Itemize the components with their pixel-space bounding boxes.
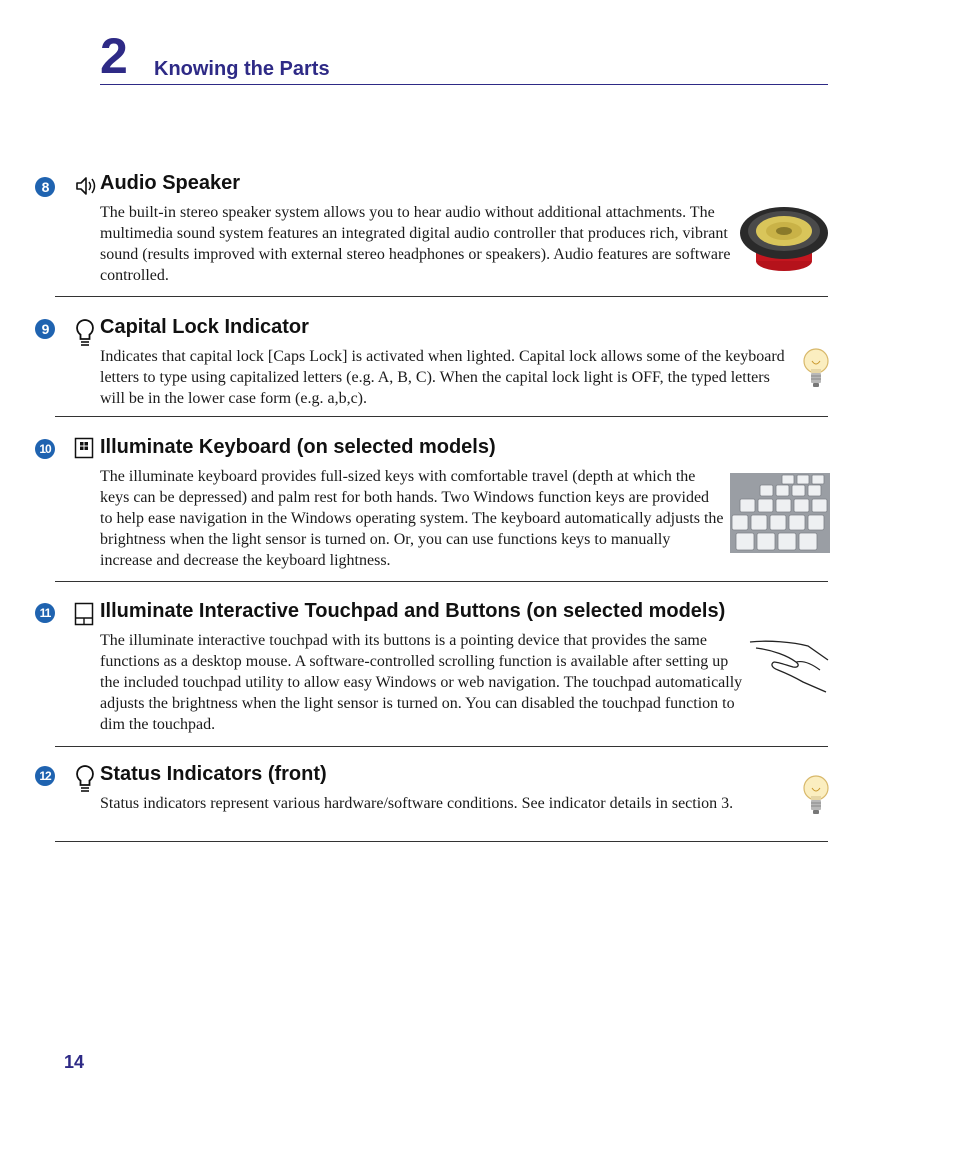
section-title: Illuminate Interactive Touchpad and Buttons (on selected models) bbox=[100, 600, 726, 622]
chapter-title: Knowing the Parts bbox=[154, 58, 330, 80]
light-bulb-illustration bbox=[802, 347, 830, 391]
keyboard-key-icon bbox=[74, 437, 94, 459]
page-number: 14 bbox=[64, 1052, 85, 1072]
header-rule bbox=[100, 84, 828, 85]
speaker-icon bbox=[74, 174, 96, 198]
touchpad-icon bbox=[74, 602, 94, 626]
section-divider bbox=[55, 581, 828, 582]
section-divider bbox=[55, 841, 828, 842]
chapter-number: 2 bbox=[100, 28, 128, 84]
section-number-badge: 8 bbox=[35, 177, 55, 197]
section-divider bbox=[55, 746, 828, 747]
keyboard-illustration bbox=[730, 473, 830, 553]
section-body: The illuminate keyboard provides full-sized keys with comfortable travel (depth at which the keys can be depressed) and palm rest for both hands. Two Windows function keys are provided to help ease navigation in the Windows operating system. The keyboard automatically adjusts the brightness when the light sensor is turned on. Or, you can use functions keys to manually increase and decrease the keyboard lightness. bbox=[100, 468, 724, 569]
section-title: Capital Lock Indicator bbox=[100, 316, 309, 338]
bulb-icon bbox=[74, 764, 96, 794]
section-title: Audio Speaker bbox=[100, 172, 241, 194]
speaker-illustration bbox=[738, 203, 830, 275]
bulb-icon bbox=[74, 318, 96, 348]
section-number-badge: 9 bbox=[35, 319, 55, 339]
hand-touchpad-illustration bbox=[748, 638, 830, 694]
section-title: Status Indicators (front) bbox=[100, 763, 327, 785]
section-body: Status indicators represent various hardware/software conditions. See indicator details in section 3. bbox=[100, 795, 734, 812]
section-number-badge: 10 bbox=[35, 439, 55, 459]
section-body: The built-in stereo speaker system allows you to hear audio without additional attachments. The multimedia sound system features an integrated digital audio controller that produces rich, vibrant sound (results improved with external stereo headphones or speakers). Audio features are software controlled. bbox=[100, 204, 731, 284]
light-bulb-illustration bbox=[802, 774, 830, 818]
section-divider bbox=[55, 416, 828, 417]
section-title: Illuminate Keyboard (on selected models) bbox=[100, 436, 496, 458]
section-number-badge: 12 bbox=[35, 766, 55, 786]
section-body: The illuminate interactive touchpad with its buttons is a pointing device that provides the same functions as a desktop mouse. A software-controlled scrolling function is available after setting up the included touchpad utility to allow easy Windows or web navigation. The touchpad automatically adjusts the brightness when the light sensor is turned on. You can disabled the touchpad function to dim the touchpad. bbox=[100, 632, 743, 733]
section-body: Indicates that capital lock [Caps Lock] is activated when lighted. Capital lock allows some of the keyboard letters to type using capitalized letters (e.g. A, B, C). When the capital lock light is OFF, the typed letters will be in the lower case form (e.g. a,b,c). bbox=[100, 348, 785, 407]
section-number-badge: 11 bbox=[35, 603, 55, 623]
section-divider bbox=[55, 296, 828, 297]
